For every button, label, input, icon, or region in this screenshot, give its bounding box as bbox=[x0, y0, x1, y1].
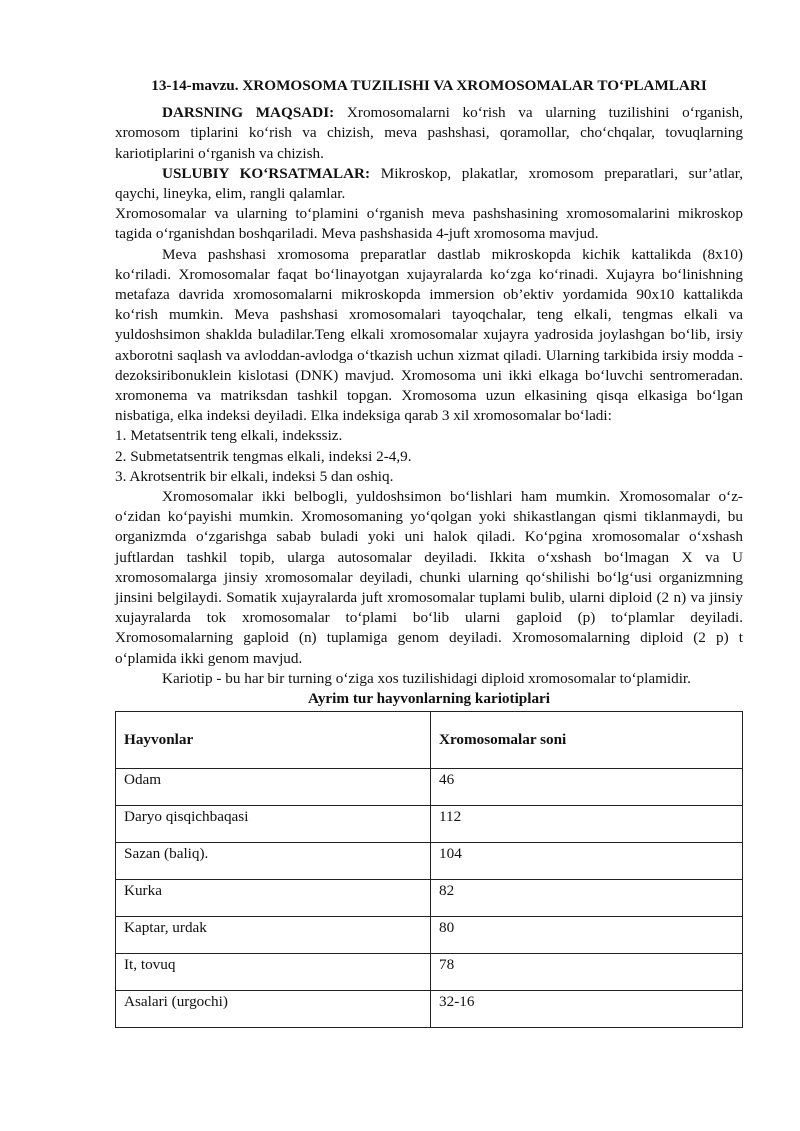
chromosome-count: 80 bbox=[439, 919, 455, 937]
animal-name: Daryo qisqichbaqasi bbox=[124, 808, 249, 826]
count-cell bbox=[431, 917, 743, 954]
animal-name: Kurka bbox=[124, 882, 162, 900]
animal-name: Asalari (urgochi) bbox=[124, 993, 228, 1011]
animal-name: Sazan (baliq). bbox=[124, 845, 209, 863]
document-title: 13-14-mavzu. XROMOSOMA TUZILISHI VA XROMOSOMALAR TOʻPLAMLARI bbox=[151, 77, 707, 94]
animal-cell bbox=[116, 954, 431, 991]
table-caption: Ayrim tur hayvonlarning kariotiplari bbox=[307, 690, 551, 708]
lesson-goal-label: DARSNING MAQSADI: bbox=[162, 104, 335, 122]
karyotype-table bbox=[115, 711, 743, 1028]
table-row bbox=[116, 917, 743, 954]
lesson-goal-text: Xromosomalarni koʻrish va ularning tuzilishini oʻrganish, xromosom tiplarini koʻrish va chizish, meva pashshasi, qoramollar, choʻchqalar, tovuqlarning kariotiplarini oʻrganish va chizish. bbox=[115, 104, 743, 162]
animal-cell bbox=[116, 769, 431, 806]
animal-name: Kaptar, urdak bbox=[124, 919, 207, 937]
list-item: 3. Akrotsentrik bir elkali, indeksi 5 dan oshiq. bbox=[115, 467, 394, 485]
chromosome-count: 82 bbox=[439, 882, 455, 900]
chromosome-count: 78 bbox=[439, 956, 455, 974]
chromosome-types-paragraph: Xromosomalar ikki belbogli, yuldoshsimon boʻlishlari ham mumkin. Xromosomalar oʻz-oʻzidan koʻpayishi mumkin. Xromosomaning yoʻqolgan yoki shikastlangan qismi tiklanmaydi, bu organizmda oʻzgarishga sabab buladi yoki uni halok qiladi. Koʻpgina xromosomalar oʻxshash juftlardan tashkil topib, ularga autosomalar deyiladi. Ikkita oʻxshash boʻlmagan X va U xromosomalarga jinsiy xromosomalar deyiladi, chunki ularning qoʻshilishi boʻlgʻusi organizmning jinsini belgilaydi. Somatik xujayralarda juft xromosomalar tuplami bulib, ularni diploid (2 n) va jinsiy xujayralarda tok xromosomalar toʻplami boʻlib ularni gaploid (p) toʻplamlar deyiladi. Xromosomalarning gaploid (n) tuplamiga genom deyiladi. Xromosomalarning diploid (2 p) t oʻplamida ikki genom mavjud. bbox=[115, 488, 743, 667]
animal-cell bbox=[116, 806, 431, 843]
chromosome-count: 104 bbox=[439, 845, 462, 863]
chromosome-count: 46 bbox=[439, 771, 455, 789]
count-cell bbox=[431, 769, 743, 806]
fruit-fly-paragraph: Meva pashshasi xromosoma preparatlar dastlab mikroskopda kichik kattalikda (8x10) koʻriladi. Xromosomalar faqat boʻlinayotgan xujayralarda koʻzga koʻrinadi. Xujayra boʻlinishning metafaza davrida xromosomalarni mikroskopda immersion ob’ektiv yordamida 90x10 kattalikda koʻrish mumkin. Meva pashshasi xromosomalari tayoqchalar, teng elkali, tengmas elkali va yuldoshsimon shaklda buladilar.Teng elkali xromosomalar xujayra yadrosida joylashgan boʻlib, irsiy axborotni saqlash va avloddan-avlodga oʻtkazish uchun xizmat qiladi. Ularning tarkibida irsiy modda - dezoksiribonuklein kislotasi (DNK) mavjud. Xromosoma uni ikki elkaga boʻluvchi sentromeradan. xromonema va matriksdan tashkil topgan. Xromosoma uzun elkasining qisqa elkasiga boʻlgan nisbatiga, elka indeksi deyiladi. Elka indeksiga qarab 3 xil xromosomalar boʻladi: bbox=[115, 245, 743, 425]
tools-label: USLUBIY KOʻRSATMALAR: bbox=[162, 164, 371, 182]
karyotype-definition: Kariotip - bu har bir turning oʻziga xos tuzilishidagi diploid xromosomalar toʻplamidir. bbox=[162, 669, 691, 687]
animal-name: It, tovuq bbox=[124, 956, 176, 974]
animal-cell bbox=[116, 880, 431, 917]
chromosome-count: 32-16 bbox=[439, 993, 475, 1011]
count-cell bbox=[431, 954, 743, 991]
chromosome-count: 112 bbox=[439, 808, 462, 826]
count-cell bbox=[431, 843, 743, 880]
table-row bbox=[116, 843, 743, 880]
count-cell bbox=[431, 880, 743, 917]
count-cell bbox=[431, 991, 743, 1028]
animal-cell bbox=[116, 991, 431, 1028]
table-row bbox=[116, 806, 743, 843]
animal-cell bbox=[116, 843, 431, 880]
count-cell bbox=[431, 806, 743, 843]
table-row bbox=[116, 769, 743, 806]
list-item: 1. Metatsentrik teng elkali, indekssiz. bbox=[115, 427, 343, 445]
intro-paragraph: Xromosomalar va ularning toʻplamini oʻrganish meva pashshasining xromosomalarini mikroskop tagida oʻrganishdan boshqariladi. Meva pashshasida 4-juft xromosoma mavjud. bbox=[115, 205, 743, 243]
table-row bbox=[116, 880, 743, 917]
list-item: 2. Submetatsentrik tengmas elkali, indeksi 2-4,9. bbox=[115, 447, 412, 465]
lesson-goal-paragraph bbox=[115, 103, 743, 164]
tools-paragraph bbox=[115, 164, 743, 204]
table-row bbox=[116, 991, 743, 1028]
document-page bbox=[115, 76, 743, 1028]
table-header-row bbox=[116, 712, 743, 769]
table-row bbox=[116, 954, 743, 991]
column-header-chromosome-count: Xromosomalar soni bbox=[431, 712, 743, 769]
animal-name: Odam bbox=[124, 771, 162, 789]
tools-text: Mikroskop, plakatlar, xromosom preparatlari, sur’atlar, qaychi, lineyka, elim, rangli qalamlar. bbox=[115, 164, 744, 203]
column-header-animals: Hayvonlar bbox=[116, 712, 431, 769]
animal-cell bbox=[116, 917, 431, 954]
